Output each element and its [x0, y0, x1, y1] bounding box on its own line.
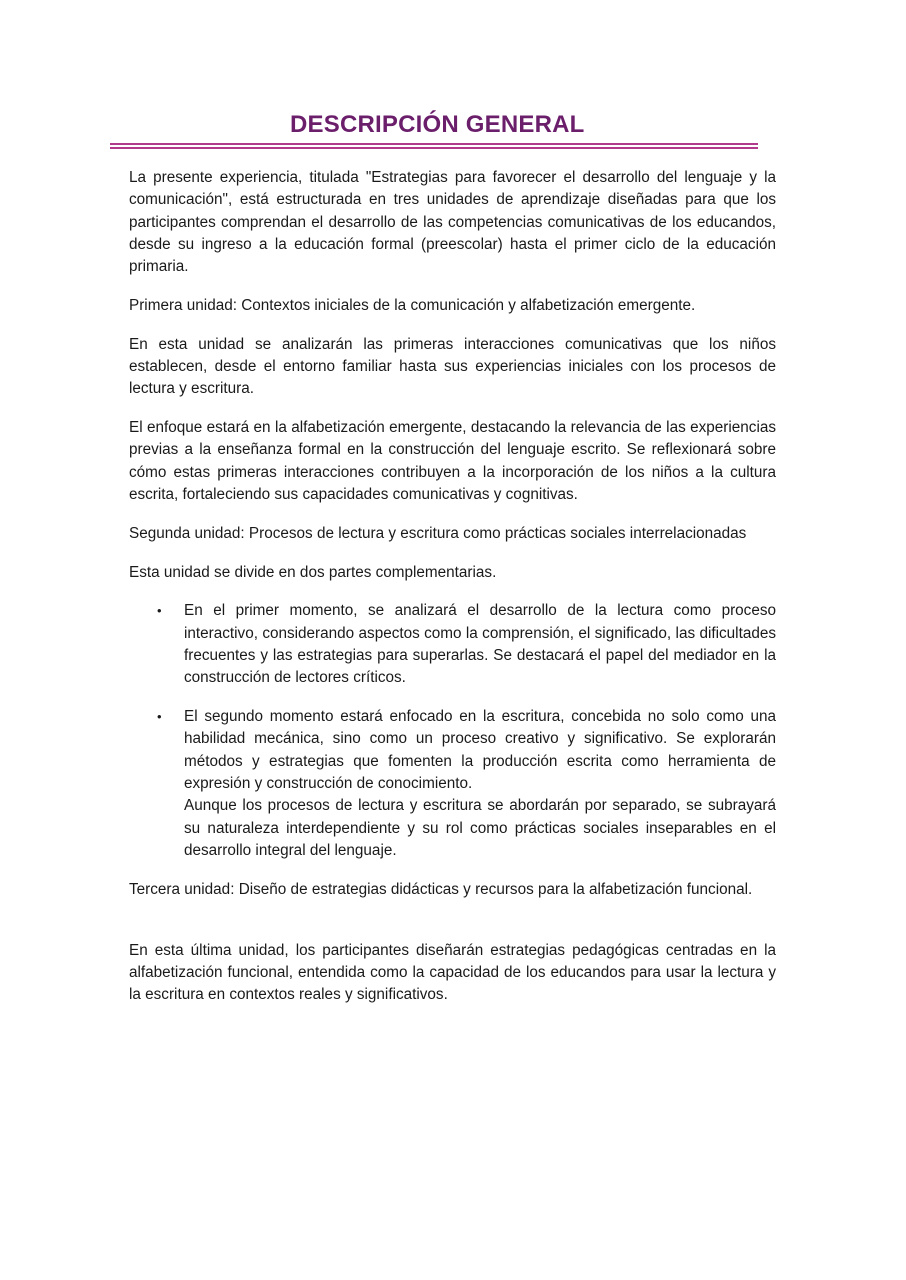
bullet-text: El segundo momento estará enfocado en la escritura, concebida no solo como una habilidad mecánica, sino como un proceso creativo y significativo. Se explorarán métodos y estrategias que fomenten la producción escrita como herramienta de expresión y construcción de conocimiento. — [184, 708, 776, 793]
bullet-text: En el primer momento, se analizará el desarrollo de la lectura como proceso interactivo, considerando aspectos como la comprensión, el significado, las dificultades frecuentes y las estrategias para superarlas. Se destacará el papel del mediador en la construcción de lectores críticos. — [184, 602, 776, 687]
unit2-bullet-list — [129, 600, 776, 862]
unit3-paragraph-1: En esta última unidad, los participantes diseñarán estrategias pedagógicas centradas en la alfabetización funcional, entendida como la capacidad de los educandos para usar la lectura y la escritura en contextos reales y significativos. — [129, 941, 776, 1004]
unit2-intro: Esta unidad se divide en dos partes complementarias. — [129, 563, 497, 581]
bullet-icon: • — [157, 603, 162, 619]
unit1-heading: Primera unidad: Contextos iniciales de la comunicación y alfabetización emergente. — [129, 296, 696, 314]
unit1-paragraph-1: En esta unidad se analizarán las primeras interacciones comunicativas que los niños establecen, desde el entorno familiar hasta sus experiencias iniciales con los procesos de lectura y escritura. — [129, 335, 776, 398]
intro-paragraph: La presente experiencia, titulada "Estrategias para favorecer el desarrollo del lenguaje y la comunicación", está estructurada en tres unidades de aprendizaje diseñadas para que los participantes comprendan el desarrollo de las competencias comunicativas de los educandos, desde su ingreso a la educación formal (preescolar) hasta el primer ciclo de la educación primaria. — [129, 169, 776, 276]
title-underline-top — [110, 143, 758, 145]
list-item — [157, 600, 776, 689]
spacer — [129, 918, 776, 940]
unit2-heading: Segunda unidad: Procesos de lectura y escritura como prácticas sociales interrelacionadas — [129, 524, 747, 542]
list-item — [157, 706, 776, 862]
title-underline-bottom — [110, 147, 758, 149]
document-body — [129, 167, 776, 1023]
unit1-paragraph-2: El enfoque estará en la alfabetización emergente, destacando la relevancia de las experiencias previas a la enseñanza formal en la construcción del lenguaje escrito. Se reflexionará sobre cómo estas primeras interacciones contribuyen a la incorporación de los niños a la cultura escrita, fortaleciendo sus capacidades comunicativas y cognitivas. — [129, 419, 776, 504]
unit3-heading: Tercera unidad: Diseño de estrategias didácticas y recursos para la alfabetización funcional. — [129, 880, 753, 898]
bullet-continuation-text: Aunque los procesos de lectura y escritura se abordarán por separado, se subrayará su naturaleza interdependiente y su rol como prácticas sociales inseparables en el desarrollo integral del lenguaje. — [184, 797, 776, 859]
bullet-icon: • — [157, 709, 162, 725]
page-title: DESCRIPCIÓN GENERAL — [290, 111, 585, 138]
